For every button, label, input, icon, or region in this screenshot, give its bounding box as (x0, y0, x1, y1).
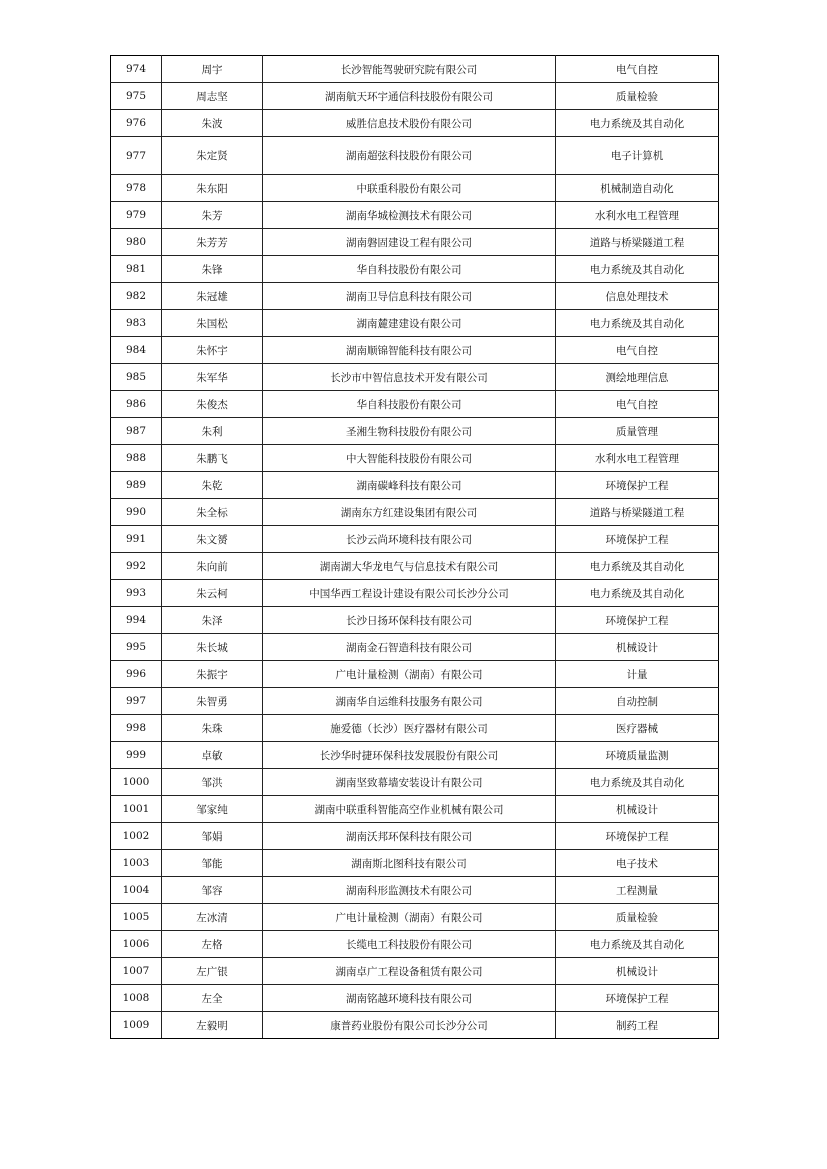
person-name-cell: 邹能 (162, 850, 263, 877)
table-row (111, 904, 719, 931)
person-name-cell: 朱怀宇 (162, 337, 263, 364)
company-name-cell: 长沙日扬环保科技有限公司 (263, 607, 556, 634)
row-number-cell: 1007 (111, 958, 162, 985)
company-name-cell: 湖南斯北图科技有限公司 (263, 850, 556, 877)
table-row (111, 877, 719, 904)
person-name-cell: 朱云柯 (162, 580, 263, 607)
row-number-cell: 981 (111, 256, 162, 283)
company-name-cell: 湖南超弦科技股份有限公司 (263, 137, 556, 175)
table-row (111, 688, 719, 715)
person-name-cell: 朱军华 (162, 364, 263, 391)
company-name-cell: 广电计量检测（湖南）有限公司 (263, 904, 556, 931)
row-number-cell: 987 (111, 418, 162, 445)
company-name-cell: 湖南中联重科智能高空作业机械有限公司 (263, 796, 556, 823)
table-row (111, 256, 719, 283)
row-number-cell: 993 (111, 580, 162, 607)
table-row (111, 553, 719, 580)
row-number-cell: 1002 (111, 823, 162, 850)
company-name-cell: 圣湘生物科技股份有限公司 (263, 418, 556, 445)
table-row (111, 283, 719, 310)
row-number-cell: 1003 (111, 850, 162, 877)
row-number-cell: 995 (111, 634, 162, 661)
person-name-cell: 朱锋 (162, 256, 263, 283)
major-field-cell: 环境质量监测 (556, 742, 719, 769)
row-number-cell: 1005 (111, 904, 162, 931)
major-field-cell: 环境保护工程 (556, 472, 719, 499)
personnel-table (110, 55, 719, 1039)
row-number-cell: 989 (111, 472, 162, 499)
company-name-cell: 湖南科形监测技术有限公司 (263, 877, 556, 904)
person-name-cell: 朱珠 (162, 715, 263, 742)
table-row (111, 499, 719, 526)
row-number-cell: 1000 (111, 769, 162, 796)
company-name-cell: 长缆电工科技股份有限公司 (263, 931, 556, 958)
company-name-cell: 湖南碳峰科技有限公司 (263, 472, 556, 499)
person-name-cell: 朱向前 (162, 553, 263, 580)
major-field-cell: 电力系统及其自动化 (556, 553, 719, 580)
person-name-cell: 朱振宇 (162, 661, 263, 688)
company-name-cell: 中联重科股份有限公司 (263, 175, 556, 202)
row-number-cell: 983 (111, 310, 162, 337)
table-row (111, 445, 719, 472)
table-row (111, 661, 719, 688)
table-row (111, 56, 719, 83)
major-field-cell: 工程测量 (556, 877, 719, 904)
company-name-cell: 康普药业股份有限公司长沙分公司 (263, 1012, 556, 1039)
company-name-cell: 湖南磐固建设工程有限公司 (263, 229, 556, 256)
person-name-cell: 朱利 (162, 418, 263, 445)
table-row (111, 850, 719, 877)
major-field-cell: 电子技术 (556, 850, 719, 877)
row-number-cell: 994 (111, 607, 162, 634)
person-name-cell: 左格 (162, 931, 263, 958)
person-name-cell: 朱文赟 (162, 526, 263, 553)
company-name-cell: 威胜信息技术股份有限公司 (263, 110, 556, 137)
company-name-cell: 湖南坚致幕墙安装设计有限公司 (263, 769, 556, 796)
company-name-cell: 湖南金石智造科技有限公司 (263, 634, 556, 661)
person-name-cell: 朱鹏飞 (162, 445, 263, 472)
major-field-cell: 机械设计 (556, 796, 719, 823)
table-row (111, 391, 719, 418)
row-number-cell: 990 (111, 499, 162, 526)
company-name-cell: 湖南麓建建设有限公司 (263, 310, 556, 337)
row-number-cell: 985 (111, 364, 162, 391)
company-name-cell: 湖南华城检测技术有限公司 (263, 202, 556, 229)
person-name-cell: 邹洪 (162, 769, 263, 796)
person-name-cell: 左冰清 (162, 904, 263, 931)
company-name-cell: 广电计量检测（湖南）有限公司 (263, 661, 556, 688)
person-name-cell: 朱全标 (162, 499, 263, 526)
row-number-cell: 1004 (111, 877, 162, 904)
row-number-cell: 979 (111, 202, 162, 229)
major-field-cell: 环境保护工程 (556, 985, 719, 1012)
major-field-cell: 电力系统及其自动化 (556, 580, 719, 607)
major-field-cell: 机械设计 (556, 958, 719, 985)
table-row (111, 985, 719, 1012)
table-row (111, 580, 719, 607)
person-name-cell: 朱东阳 (162, 175, 263, 202)
person-name-cell: 邹容 (162, 877, 263, 904)
person-name-cell: 卓敏 (162, 742, 263, 769)
major-field-cell: 机械制造自动化 (556, 175, 719, 202)
row-number-cell: 992 (111, 553, 162, 580)
table-row (111, 742, 719, 769)
person-name-cell: 朱国松 (162, 310, 263, 337)
major-field-cell: 质量检验 (556, 904, 719, 931)
row-number-cell: 1006 (111, 931, 162, 958)
table-row (111, 931, 719, 958)
person-name-cell: 朱芳芳 (162, 229, 263, 256)
major-field-cell: 电力系统及其自动化 (556, 310, 719, 337)
table-row (111, 83, 719, 110)
major-field-cell: 电力系统及其自动化 (556, 931, 719, 958)
row-number-cell: 977 (111, 137, 162, 175)
company-name-cell: 长沙华时捷环保科技发展股份有限公司 (263, 742, 556, 769)
row-number-cell: 988 (111, 445, 162, 472)
row-number-cell: 976 (111, 110, 162, 137)
table-row (111, 526, 719, 553)
person-name-cell: 朱俊杰 (162, 391, 263, 418)
table-row (111, 137, 719, 175)
major-field-cell: 电气自控 (556, 56, 719, 83)
table-row (111, 202, 719, 229)
company-name-cell: 长沙市中智信息技术开发有限公司 (263, 364, 556, 391)
company-name-cell: 中大智能科技股份有限公司 (263, 445, 556, 472)
person-name-cell: 朱长城 (162, 634, 263, 661)
table-body (111, 56, 719, 1039)
person-name-cell: 朱乾 (162, 472, 263, 499)
major-field-cell: 自动控制 (556, 688, 719, 715)
major-field-cell: 质量检验 (556, 83, 719, 110)
row-number-cell: 1001 (111, 796, 162, 823)
major-field-cell: 水利水电工程管理 (556, 202, 719, 229)
person-name-cell: 朱芳 (162, 202, 263, 229)
company-name-cell: 湖南沃邦环保科技有限公司 (263, 823, 556, 850)
table-row (111, 634, 719, 661)
major-field-cell: 水利水电工程管理 (556, 445, 719, 472)
person-name-cell: 邹娟 (162, 823, 263, 850)
row-number-cell: 998 (111, 715, 162, 742)
table-row (111, 796, 719, 823)
major-field-cell: 电气自控 (556, 391, 719, 418)
row-number-cell: 980 (111, 229, 162, 256)
table-row (111, 110, 719, 137)
major-field-cell: 电子计算机 (556, 137, 719, 175)
company-name-cell: 施爱德（长沙）医疗器材有限公司 (263, 715, 556, 742)
major-field-cell: 计量 (556, 661, 719, 688)
major-field-cell: 环境保护工程 (556, 526, 719, 553)
row-number-cell: 996 (111, 661, 162, 688)
major-field-cell: 环境保护工程 (556, 823, 719, 850)
table-row (111, 364, 719, 391)
row-number-cell: 984 (111, 337, 162, 364)
major-field-cell: 信息处理技术 (556, 283, 719, 310)
person-name-cell: 朱定贤 (162, 137, 263, 175)
company-name-cell: 华自科技股份有限公司 (263, 256, 556, 283)
person-name-cell: 周宇 (162, 56, 263, 83)
person-name-cell: 邹家纯 (162, 796, 263, 823)
table-row (111, 607, 719, 634)
company-name-cell: 华自科技股份有限公司 (263, 391, 556, 418)
major-field-cell: 电气自控 (556, 337, 719, 364)
major-field-cell: 医疗器械 (556, 715, 719, 742)
table-row (111, 1012, 719, 1039)
row-number-cell: 982 (111, 283, 162, 310)
person-name-cell: 左全 (162, 985, 263, 1012)
row-number-cell: 997 (111, 688, 162, 715)
row-number-cell: 1008 (111, 985, 162, 1012)
row-number-cell: 999 (111, 742, 162, 769)
person-name-cell: 朱智勇 (162, 688, 263, 715)
major-field-cell: 电力系统及其自动化 (556, 110, 719, 137)
company-name-cell: 长沙云尚环境科技有限公司 (263, 526, 556, 553)
company-name-cell: 湖南卫导信息科技有限公司 (263, 283, 556, 310)
company-name-cell: 中国华西工程设计建设有限公司长沙分公司 (263, 580, 556, 607)
person-name-cell: 朱波 (162, 110, 263, 137)
major-field-cell: 电力系统及其自动化 (556, 769, 719, 796)
table-row (111, 229, 719, 256)
company-name-cell: 湖南卓广工程设备租赁有限公司 (263, 958, 556, 985)
row-number-cell: 986 (111, 391, 162, 418)
company-name-cell: 湖南华自运维科技服务有限公司 (263, 688, 556, 715)
table-row (111, 958, 719, 985)
company-name-cell: 湖南东方红建设集团有限公司 (263, 499, 556, 526)
company-name-cell: 长沙智能驾驶研究院有限公司 (263, 56, 556, 83)
company-name-cell: 湖南湖大华龙电气与信息技术有限公司 (263, 553, 556, 580)
row-number-cell: 1009 (111, 1012, 162, 1039)
person-name-cell: 左毅明 (162, 1012, 263, 1039)
row-number-cell: 991 (111, 526, 162, 553)
major-field-cell: 环境保护工程 (556, 607, 719, 634)
company-name-cell: 湖南顺锦智能科技有限公司 (263, 337, 556, 364)
person-name-cell: 左广银 (162, 958, 263, 985)
company-name-cell: 湖南铭越环境科技有限公司 (263, 985, 556, 1012)
company-name-cell: 湖南航天环宇通信科技股份有限公司 (263, 83, 556, 110)
person-name-cell: 周志坚 (162, 83, 263, 110)
row-number-cell: 978 (111, 175, 162, 202)
major-field-cell: 道路与桥梁隧道工程 (556, 229, 719, 256)
table-row (111, 472, 719, 499)
row-number-cell: 974 (111, 56, 162, 83)
major-field-cell: 道路与桥梁隧道工程 (556, 499, 719, 526)
person-name-cell: 朱泽 (162, 607, 263, 634)
row-number-cell: 975 (111, 83, 162, 110)
table-row (111, 715, 719, 742)
table-row (111, 337, 719, 364)
major-field-cell: 测绘地理信息 (556, 364, 719, 391)
person-name-cell: 朱冠雄 (162, 283, 263, 310)
major-field-cell: 机械设计 (556, 634, 719, 661)
table-row (111, 175, 719, 202)
major-field-cell: 质量管理 (556, 418, 719, 445)
table-row (111, 418, 719, 445)
major-field-cell: 电力系统及其自动化 (556, 256, 719, 283)
major-field-cell: 制药工程 (556, 1012, 719, 1039)
table-row (111, 769, 719, 796)
table-row (111, 310, 719, 337)
table-row (111, 823, 719, 850)
